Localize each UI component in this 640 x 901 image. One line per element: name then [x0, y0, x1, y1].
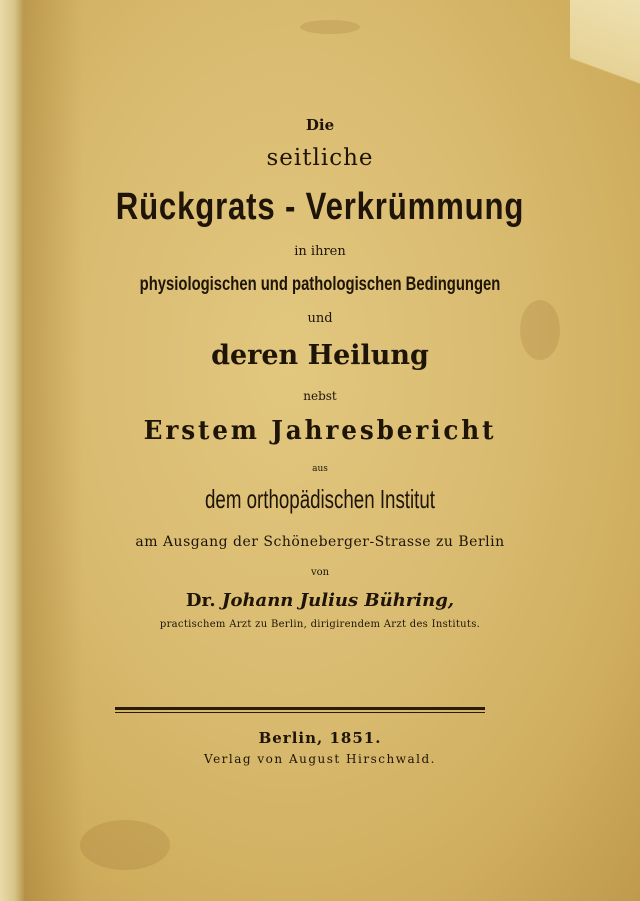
foxing-spot [300, 20, 360, 34]
author-prefix: Dr. [185, 590, 216, 611]
foxing-spot [80, 820, 170, 870]
title-line-und: und [307, 311, 333, 326]
title-line-die: Die [305, 116, 335, 134]
title-line-bedingungen: physiologischen und pathologischen Bedingungen [139, 274, 501, 295]
title-line-heilung: deren Heilung [211, 340, 429, 371]
divider-rule-thin [115, 712, 485, 713]
title-line-ausgang: am Ausgang der Schöneberger-Strasse zu Berlin [135, 534, 505, 550]
title-line-von: von [310, 567, 330, 578]
page-left-edge [0, 0, 24, 901]
author-name: Johann Julius Bühring, [221, 590, 455, 611]
author-line [0, 592, 640, 610]
title-line-jahresbericht: Erstem Jahresbericht [143, 416, 497, 446]
author-description: practischem Arzt zu Berlin, dirigirendem Arzt des Instituts. [159, 619, 481, 630]
main-title: Rückgrats - Verkrümmung [115, 186, 525, 228]
title-line-nebst: nebst [303, 389, 337, 403]
title-line-aus: aus [312, 464, 328, 474]
title-line-institut: dem orthopädischen Institut [205, 484, 435, 514]
divider-rule [115, 707, 485, 710]
title-line-in-ihren: in ihren [294, 244, 346, 259]
page-stain [24, 0, 84, 901]
title-line-seitliche: seitliche [266, 145, 374, 171]
imprint-place-year: Berlin, 1851. [258, 729, 382, 747]
imprint-publisher: Verlag von August Hirschwald. [204, 752, 436, 766]
